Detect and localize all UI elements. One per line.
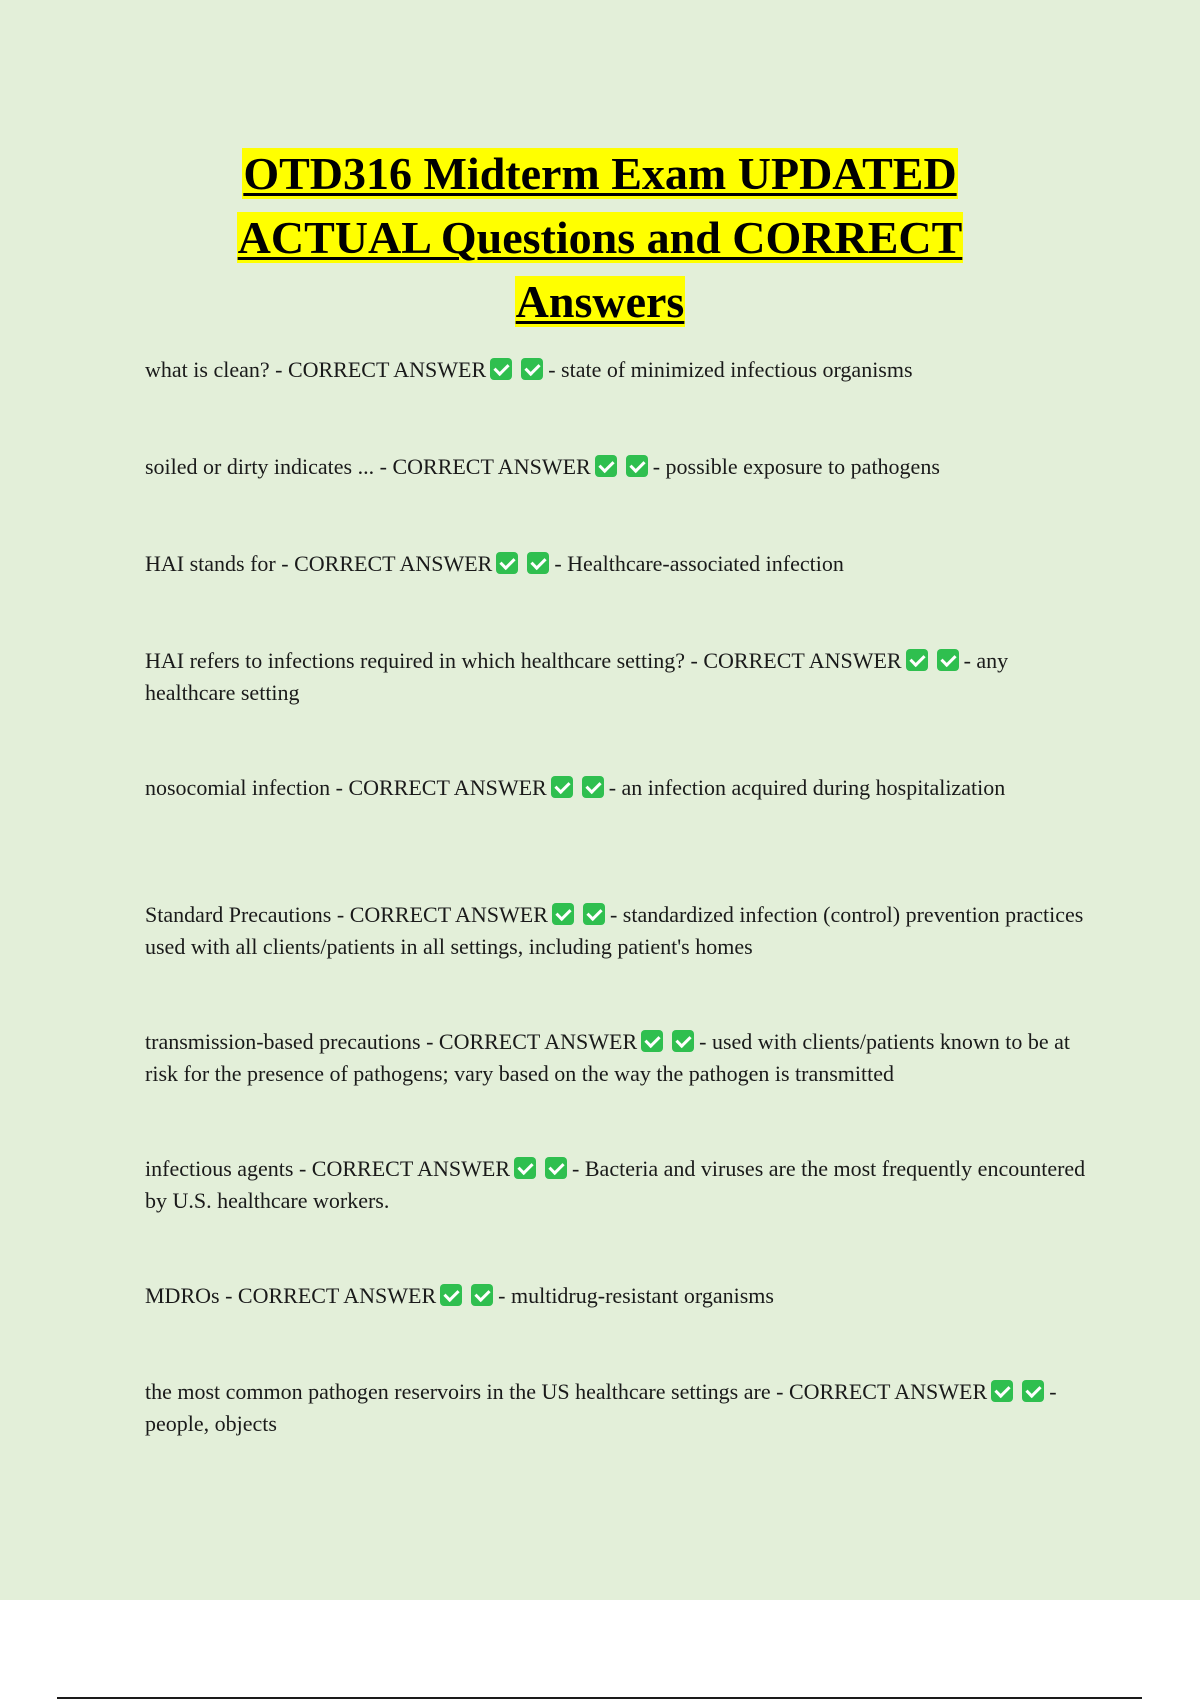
question-text: transmission-based precautions xyxy=(145,1029,421,1054)
qa-item: HAI stands for - CORRECT ANSWER - Healthcare-associated infection xyxy=(145,551,844,576)
answer-text: an infection acquired during hospitalization xyxy=(621,775,1006,800)
answer-marker: CORRECT ANSWER xyxy=(287,357,487,382)
question-text: nosocomial infection xyxy=(145,775,331,800)
qa-item: what is clean? - CORRECT ANSWER - state of minimized infectious organisms xyxy=(145,357,913,382)
answer-marker: CORRECT ANSWER xyxy=(348,775,547,800)
answer-text: possible exposure to pathogens xyxy=(665,454,940,479)
check-mark-icon xyxy=(496,552,518,574)
question-text: HAI refers to infections required in which healthcare setting? xyxy=(145,648,686,673)
check-mark-icon xyxy=(514,1157,536,1179)
check-mark-icon xyxy=(545,1157,567,1179)
check-mark-icon xyxy=(583,903,605,925)
qa-item: transmission-based precautions - CORRECT ANSWER - used with clients/patients known to be at risk for the presence of pathogens; vary based on the way the pathogen is transmitted xyxy=(145,1029,1071,1086)
title-heading xyxy=(0,142,1200,334)
qa-item: HAI refers to infections required in which healthcare setting? - CORRECT ANSWER - any healthcare setting xyxy=(145,648,1009,705)
question-text: soiled or dirty indicates ... xyxy=(145,454,375,479)
check-mark-icon xyxy=(626,455,648,477)
question-text: infectious agents xyxy=(145,1156,294,1181)
check-mark-icon xyxy=(471,1284,493,1306)
qa-item: soiled or dirty indicates ... - CORRECT ANSWER - possible exposure to pathogens xyxy=(145,454,940,479)
question-text: HAI stands for xyxy=(145,551,276,576)
qa-item: nosocomial infection - CORRECT ANSWER - an infection acquired during hospitalization xyxy=(145,775,1006,800)
answer-text: any healthcare setting xyxy=(145,648,1009,705)
check-mark-icon xyxy=(641,1030,663,1052)
qa-item: MDROs - CORRECT ANSWER - multidrug-resistant organisms xyxy=(145,1283,774,1308)
answer-marker: CORRECT ANSWER xyxy=(703,648,902,673)
document-title xyxy=(0,142,1200,334)
check-mark-icon xyxy=(1022,1380,1044,1402)
check-mark-icon xyxy=(991,1380,1013,1402)
question-text: what is clean? xyxy=(145,357,270,382)
answer-text: Healthcare-associated infection xyxy=(567,551,844,576)
answer-marker: CORRECT ANSWER xyxy=(438,1029,638,1054)
question-text: MDROs xyxy=(145,1283,220,1308)
answer-marker: CORRECT ANSWER xyxy=(788,1379,988,1404)
qa-item: the most common pathogen reservoirs in the US healthcare settings are - CORRECT ANSWER - people, objects xyxy=(145,1379,1057,1436)
check-mark-icon xyxy=(937,649,959,671)
answer-marker: CORRECT ANSWER xyxy=(311,1156,511,1181)
check-mark-icon xyxy=(490,358,512,380)
check-mark-icon xyxy=(595,455,617,477)
question-text: Standard Precautions xyxy=(145,902,332,927)
check-mark-icon xyxy=(906,649,928,671)
title-line: OTD316 Midterm Exam UPDATED xyxy=(243,148,957,199)
check-mark-icon xyxy=(552,903,574,925)
answer-text: people, objects xyxy=(145,1411,277,1436)
footer-divider xyxy=(57,1697,1142,1699)
answer-text: state of minimized infectious organisms xyxy=(561,357,913,382)
check-mark-icon xyxy=(582,776,604,798)
qa-item: infectious agents - CORRECT ANSWER - Bacteria and viruses are the most frequently encountered by U.S. healthcare workers. xyxy=(145,1156,1086,1213)
check-mark-icon xyxy=(527,552,549,574)
answer-text: used with clients/patients known to be at risk for the presence of pathogens; vary based on the way the pathogen is transmitted xyxy=(145,1029,1071,1086)
check-mark-icon xyxy=(551,776,573,798)
answer-marker: CORRECT ANSWER xyxy=(237,1283,437,1308)
answer-text: Bacteria and viruses are the most frequently encountered by U.S. healthcare workers. xyxy=(145,1156,1086,1213)
answer-marker: CORRECT ANSWER xyxy=(392,454,591,479)
answer-marker: CORRECT ANSWER xyxy=(349,902,548,927)
title-line: Answers xyxy=(515,276,685,327)
check-mark-icon xyxy=(440,1284,462,1306)
title-line: ACTUAL Questions and CORRECT xyxy=(237,212,963,263)
check-mark-icon xyxy=(672,1030,694,1052)
question-text: the most common pathogen reservoirs in the US healthcare settings are xyxy=(145,1379,771,1404)
check-mark-icon xyxy=(521,358,543,380)
answer-text: standardized infection (control) prevention practices used with all clients/patients in all settings, including patient's homes xyxy=(145,902,1084,959)
answer-text: multidrug-resistant organisms xyxy=(510,1283,774,1308)
answer-marker: CORRECT ANSWER xyxy=(294,551,493,576)
qa-item: Standard Precautions - CORRECT ANSWER - standardized infection (control) prevention practices used with all clients/patients in all settings, including patient's homes xyxy=(145,902,1084,959)
